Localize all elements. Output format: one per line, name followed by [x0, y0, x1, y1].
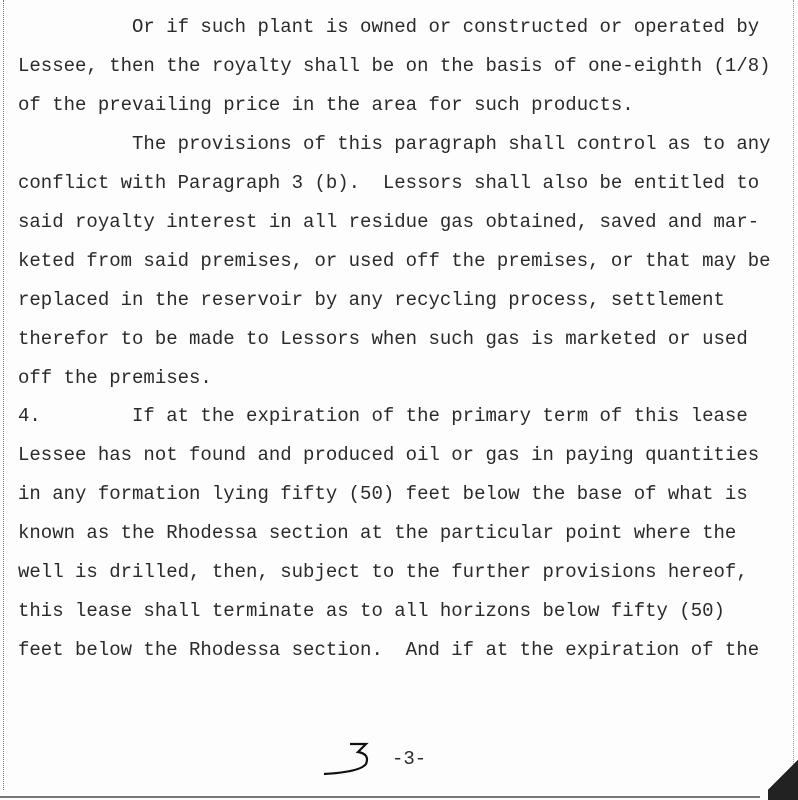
text-line: this lease shall terminate as to all horizons below fifty (50) — [18, 600, 725, 622]
text-line: known as the Rhodessa section at the particular point where the — [18, 522, 737, 544]
text-line: well is drilled, then, subject to the further provisions hereof, — [18, 561, 748, 583]
text-line: 4. If at the expiration of the primary term of this lease — [18, 405, 748, 427]
right-edge — [791, 0, 794, 800]
text-line: The provisions of this paragraph shall control as to any — [18, 133, 771, 155]
left-binding-edge — [3, 0, 7, 790]
text-line: Lessee has not found and produced oil or gas in paying quantities — [18, 444, 760, 466]
text-line: Or if such plant is owned or constructed or operated by — [18, 16, 760, 38]
text-line: conflict with Paragraph 3 (b). Lessors shall also be entitled to — [18, 172, 760, 194]
text-line: off the premises. — [18, 367, 212, 389]
text-line: therefor to be made to Lessors when such gas is marketed or used — [18, 328, 748, 350]
handwritten-page-mark — [322, 738, 392, 778]
page-bottom-edge — [0, 796, 760, 798]
text-line: replaced in the reservoir by any recycling process, settlement — [18, 289, 725, 311]
page-corner-shadow — [768, 750, 798, 800]
text-line: keted from said premises, or used off the premises, or that may be — [18, 250, 771, 272]
text-line: of the prevailing price in the area for such products. — [18, 94, 634, 116]
page-number: -3- — [392, 748, 427, 770]
text-line: feet below the Rhodessa section. And if at the expiration of the — [18, 639, 760, 661]
text-line: said royalty interest in all residue gas obtained, saved and mar- — [18, 211, 760, 233]
text-line: Lessee, then the royalty shall be on the basis of one-eighth (1/8) — [18, 55, 771, 77]
text-line: in any formation lying fifty (50) feet below the base of what is — [18, 483, 748, 505]
